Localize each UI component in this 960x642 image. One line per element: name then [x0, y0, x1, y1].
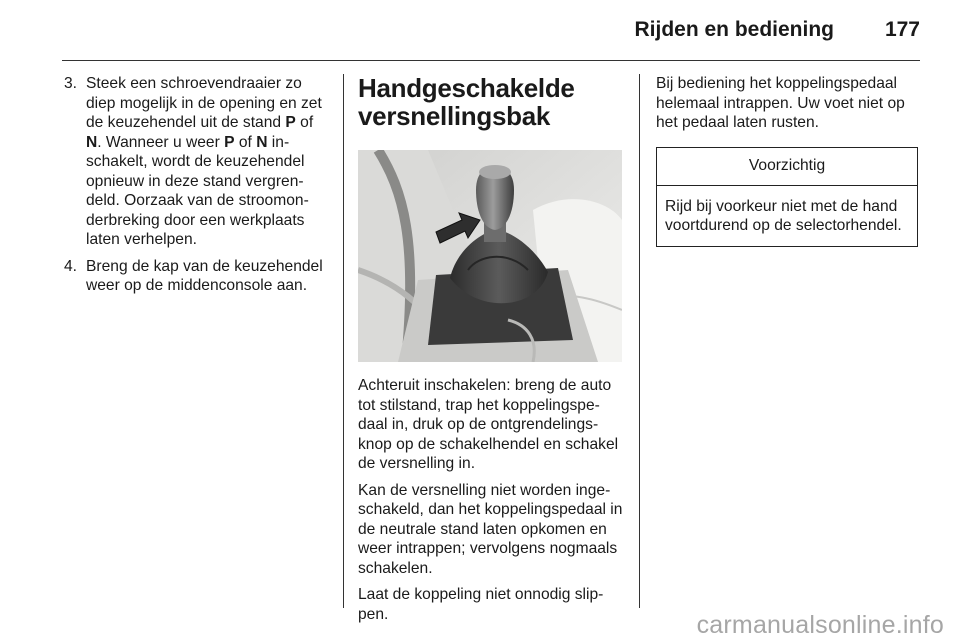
column-divider-right: [639, 74, 640, 608]
caution-title: Voorzichtig: [657, 148, 917, 186]
column-divider-left: [343, 74, 344, 608]
column-right: [656, 74, 920, 247]
header-rule: [62, 60, 920, 61]
paragraph: Bij bediening het koppelingspedaal helemaal intrappen. Uw voet niet op het pedaal laten rusten.: [656, 75, 905, 131]
paragraph: Laat de koppeling niet onnodig slippen.: [358, 586, 604, 623]
step-number: 3.: [64, 75, 78, 92]
paragraph: Kan de versnelling niet worden ingeschakeld, dan het koppelingspedaal in de neutrale stand laten opkomen en weer intrappen; vervolgens nogmaals schakelen.: [358, 481, 623, 577]
step-item: 4. Breng de kap van de keuzehendel weer op de middenconsole aan.: [64, 257, 323, 294]
gear-lever-image: [358, 150, 622, 362]
gear-shift-illustration: [358, 150, 622, 362]
step-item: 3. Steek een schroevendraaier zo diep mogelijk in de opening en zet de keuzehendel uit de stand P of N. Wanneer u weer P of N inschakelt, wordt de keuzehendel opnieuw in deze stand vergrendeld. Oorzaak van de stroomonderbreking door een werkplaats laten verhelpen.: [64, 75, 322, 248]
section-heading: Handgeschakelde versnellingsbak: [358, 73, 575, 131]
caution-box: [656, 147, 918, 247]
column-middle: [358, 74, 624, 130]
caution-text: Rijd bij voorkeur niet met de hand voortdurend op de selectorhendel.: [665, 197, 902, 234]
column-left: [62, 74, 330, 303]
page-number: 177: [884, 18, 920, 41]
watermark: carmanualsonline.info: [696, 611, 944, 639]
step-list: [62, 74, 330, 296]
header-title: Rijden en bediening: [634, 18, 834, 41]
paragraph: Achteruit inschakelen: breng de auto tot stilstand, trap het koppelingspedaal in, druk op de ontgrendelingsknop op de schakelhendel en schakel de versnelling in.: [358, 377, 619, 472]
step-number: 4.: [64, 257, 78, 275]
column-middle-text: [358, 376, 624, 631]
